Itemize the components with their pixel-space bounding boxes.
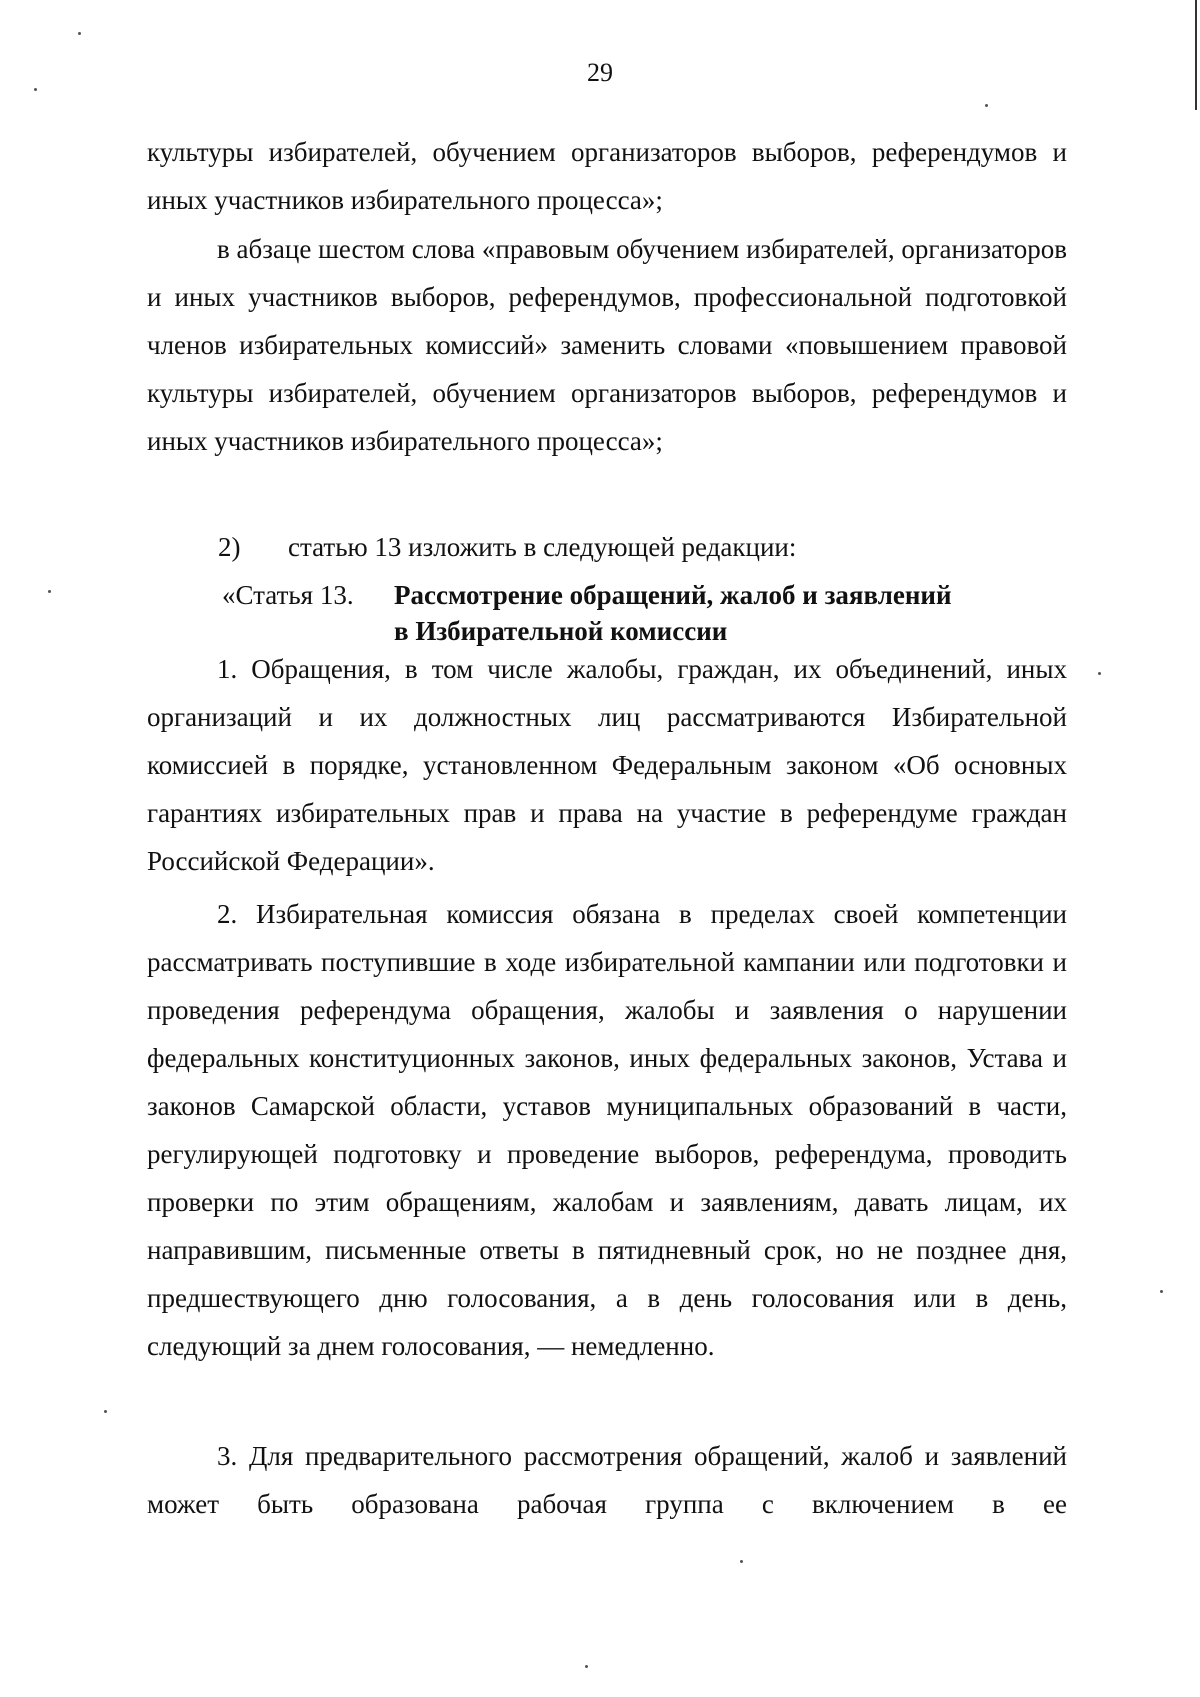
clause-1 — [147, 645, 1067, 885]
scan-speck — [48, 590, 51, 593]
article-heading — [222, 577, 952, 649]
paragraph-text: в абзаце шестом слова «правовым обучением избирателей, организаторов и иных участников выборов, референдумов, профессиональной подготовкой членов избирательных комиссий» заменить словами «повышением правовой культуры избирателей, обучением организаторов выборов, референдумов и иных участников избирательного процесса»; — [147, 234, 1067, 456]
article-title — [394, 577, 952, 649]
scan-speck — [1160, 1290, 1163, 1293]
page-number: 29 — [587, 58, 613, 87]
scan-speck — [740, 1560, 743, 1563]
paragraph-amendment — [147, 225, 1067, 465]
clause-2 — [147, 890, 1067, 1370]
article-title-line-1: Рассмотрение обращений, жалоб и заявлений — [394, 580, 952, 610]
clause-text: 3. Для предварительного рассмотрения обращений, жалоб и заявлений может быть образована рабочая группа с включением в ее — [147, 1441, 1067, 1519]
paragraph-text: культуры избирателей, обучением организаторов выборов, референдумов и иных участников избирательного процесса»; — [147, 137, 1067, 215]
article-label: «Статья 13. — [222, 580, 354, 610]
clause-text: 1. Обращения, в том числе жалобы, граждан, их объединений, иных организаций и их должностных лиц рассматриваются Избирательной комиссией в порядке, установленном Федеральным законом «Об основных гарантиях избирательных прав и права на участие в референдуме граждан Российской Федерации». — [147, 654, 1067, 876]
paragraph-continuation — [147, 128, 1067, 224]
scan-edge-line — [1195, 0, 1197, 110]
scan-speck — [585, 1665, 588, 1668]
scan-speck — [34, 88, 37, 91]
scan-speck — [985, 104, 988, 107]
list-item-text: статью 13 изложить в следующей редакции: — [288, 532, 797, 562]
article-title-line-2: в Избирательной комиссии — [394, 616, 728, 646]
scan-speck — [1098, 672, 1101, 675]
scan-speck — [104, 1410, 107, 1413]
scan-speck — [78, 32, 81, 35]
list-item-2 — [218, 523, 796, 571]
clause-3 — [147, 1432, 1067, 1528]
clause-text: 2. Избирательная комиссия обязана в пределах своей компетенции рассматривать поступившие в ходе избирательной кампании или подготовки и проведения референдума обращения, жалобы и заявления о нарушении федеральных конституционных законов, иных федеральных законов, Устава и законов Самарской области, уставов муниципальных образований в части, регулирующей подготовку и проведение выборов, референдума, проводить проверки по этим обращениям, жалобам и заявлениям, давать лицам, их направившим, письменные ответы в пятидневный срок, но не позднее дня, предшествующего дню голосования, а в день голосования или в день, следующий за днем голосования, — немедленно. — [147, 899, 1067, 1361]
list-item-number: 2) — [218, 532, 241, 562]
